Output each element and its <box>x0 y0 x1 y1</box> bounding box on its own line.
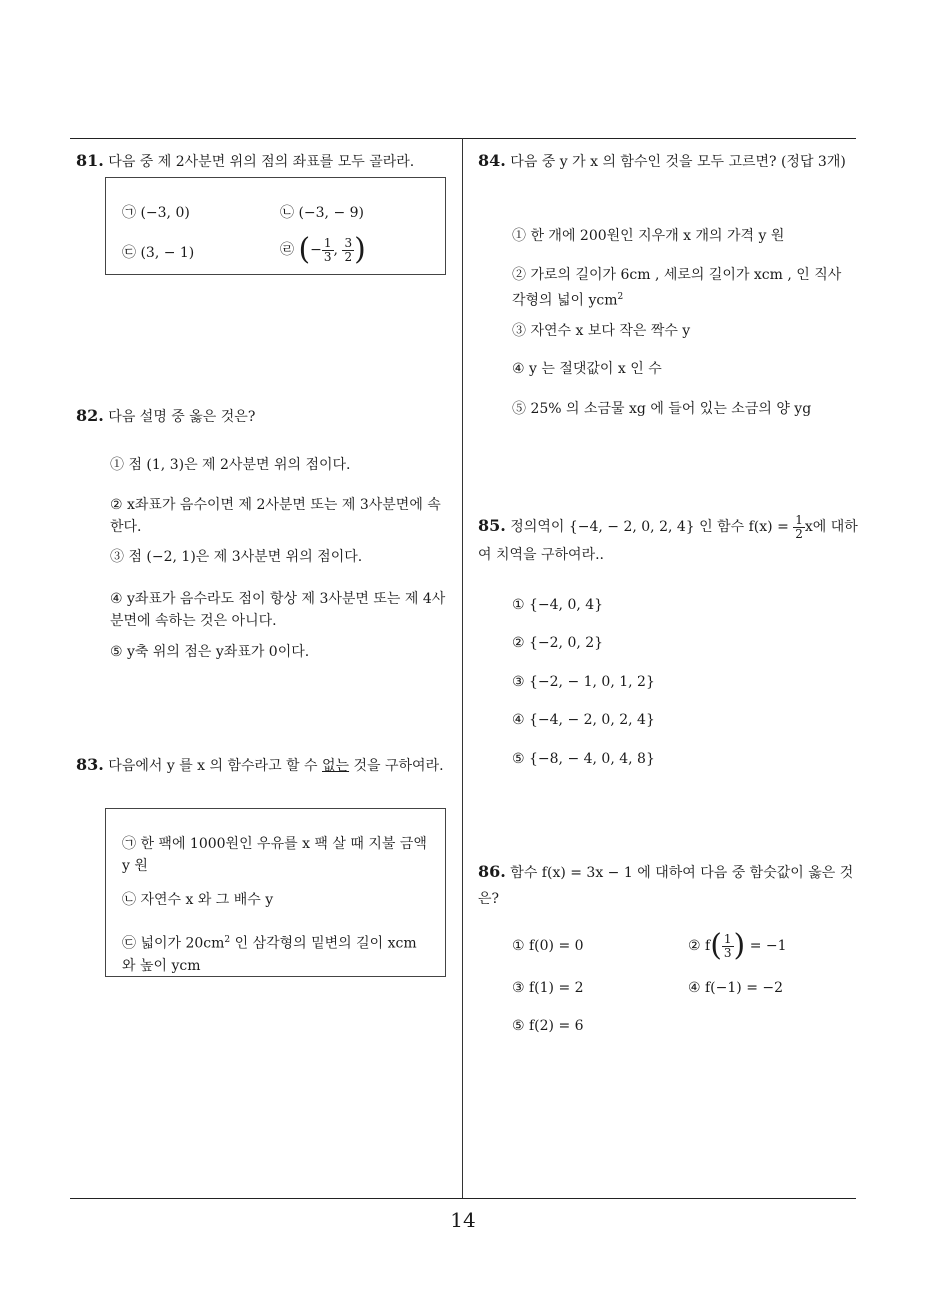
right-paren: ) <box>733 928 746 963</box>
left-paren: ( <box>298 232 311 267</box>
fraction <box>342 237 354 264</box>
choice-1: ① f(0) = 0 <box>512 938 584 954</box>
choice-5: ⑤ y축 위의 점은 y좌표가 0이다. <box>110 644 310 660</box>
question-85 <box>478 512 858 569</box>
choice-mark: ㉢ <box>122 245 136 261</box>
question-86 <box>478 859 858 912</box>
column-divider <box>462 138 463 1199</box>
choice-b <box>280 202 364 224</box>
choice-3: ③ f(1) = 2 <box>512 980 584 996</box>
choice-5: ⑤ 25% 의 소금물 xg 에 들어 있는 소금의 양 yg <box>512 401 812 417</box>
question-number: 83. <box>76 755 104 774</box>
choice-c <box>122 929 432 977</box>
choice-4: ④ y 는 절댓값이 x 인 수 <box>512 361 662 377</box>
right-paren: ) <box>354 232 366 267</box>
choice-a <box>122 202 190 224</box>
choice-text: = −1 <box>749 938 787 954</box>
choice-2 <box>512 264 852 312</box>
choice-text: 인 삼각형의 밑변의 길이 xcm 와 높이 ycm <box>122 935 417 974</box>
numerator: 1 <box>323 235 332 250</box>
choice-3: ③ {−2, − 1, 0, 1, 2} <box>512 674 655 690</box>
question-text: 것을 구하여라. <box>349 758 444 774</box>
choice-a: ㉠ 한 팩에 1000원인 우유를 x 팩 살 때 지불 금액 y 원 <box>122 836 427 874</box>
top-rule <box>70 138 856 139</box>
denominator: 3 <box>323 249 332 264</box>
question-text: 다음 중 y 가 x 의 함수인 것을 모두 고르면? (정답 3개) <box>510 154 846 170</box>
choice-box <box>105 808 446 977</box>
choice-3: ③ 점 (−2, 1)은 제 3사분면 위의 점이다. <box>110 549 363 565</box>
choice-1: ① 한 개에 200원인 지우개 x 개의 가격 y 원 <box>512 228 785 244</box>
fraction <box>322 237 334 264</box>
question-number: 84. <box>478 151 506 170</box>
choice-mark: ㉠ <box>122 205 136 221</box>
denominator: 2 <box>795 526 803 541</box>
choice-2: ② x좌표가 음수이면 제 2사분면 또는 제 3사분면에 속한다. <box>110 497 441 535</box>
question-text: 다음 중 제 2사분면 위의 점의 좌표를 모두 골라라. <box>108 154 415 170</box>
choice-1: ① 점 (1, 3)은 제 2사분면 위의 점이다. <box>110 457 351 473</box>
superscript: 2 <box>617 292 624 302</box>
question-text: 정의역이 {−4, − 2, 0, 2, 4} 인 함수 f(x) = <box>510 519 794 535</box>
choice-box <box>105 177 446 275</box>
superscript: 2 <box>224 935 231 945</box>
denominator: 2 <box>344 249 353 264</box>
question-text: 다음에서 y 를 x 의 함수라고 할 수 <box>108 758 322 774</box>
question-text: 함수 f(x) = 3x − 1 에 대하여 다음 중 함숫값이 옳은 것은? <box>478 865 854 907</box>
choice-text: (3, − 1) <box>140 245 195 261</box>
choice-text: (−3, 0) <box>140 205 190 221</box>
question-81 <box>76 148 448 175</box>
question-number: 85. <box>478 516 506 535</box>
question-text: x에 대하여 치역을 구하여라.. <box>478 519 858 563</box>
page-number: 14 <box>450 1208 476 1232</box>
choice-b: ㉡ 자연수 x 와 그 배수 y <box>122 892 274 908</box>
choice-2: ② {−2, 0, 2} <box>512 635 604 651</box>
choice-3: ③ 자연수 x 보다 작은 짝수 y <box>512 323 691 339</box>
choice-d <box>280 230 366 270</box>
question-number: 86. <box>478 862 506 881</box>
minus-sign: − <box>310 242 322 258</box>
emphasis-underline: 없는 <box>322 758 350 774</box>
question-82 <box>76 403 448 430</box>
separator: , <box>333 242 338 258</box>
left-paren: ( <box>710 928 722 963</box>
choice-text: ② 가로의 길이가 6cm , 세로의 길이가 xcm , 인 직사각형의 넓이 ycm <box>512 267 842 309</box>
choice-5: ⑤ f(2) = 6 <box>512 1018 584 1034</box>
choice-4: ④ y좌표가 음수라도 점이 항상 제 3사분면 또는 제 4사분면에 속하는 것은 아니다. <box>110 591 446 629</box>
denominator: 3 <box>723 945 732 960</box>
fraction <box>793 514 805 541</box>
numerator: 3 <box>344 235 353 250</box>
choice-1: ① {−4, 0, 4} <box>512 597 604 613</box>
question-83 <box>76 752 448 779</box>
choice-mark: ㉣ <box>280 242 294 258</box>
fraction <box>722 933 734 960</box>
choice-mark: ㉡ <box>280 205 294 221</box>
choice-text: ② f <box>688 938 711 954</box>
question-text: 다음 설명 중 옳은 것은? <box>108 409 256 425</box>
question-number: 82. <box>76 406 104 425</box>
choice-4: ④ f(−1) = −2 <box>688 980 784 996</box>
question-number: 81. <box>76 151 104 170</box>
choice-5: ⑤ {−8, − 4, 0, 4, 8} <box>512 751 655 767</box>
numerator: 1 <box>723 931 732 946</box>
choice-text: (−3, − 9) <box>298 205 365 221</box>
choice-text: ㉢ 넓이가 20cm <box>122 935 225 952</box>
choice-4: ④ {−4, − 2, 0, 2, 4} <box>512 712 655 728</box>
choice-c <box>122 242 194 264</box>
numerator: 1 <box>795 512 803 527</box>
bottom-rule <box>70 1198 856 1199</box>
question-84 <box>478 148 858 175</box>
choice-2 <box>688 926 787 966</box>
